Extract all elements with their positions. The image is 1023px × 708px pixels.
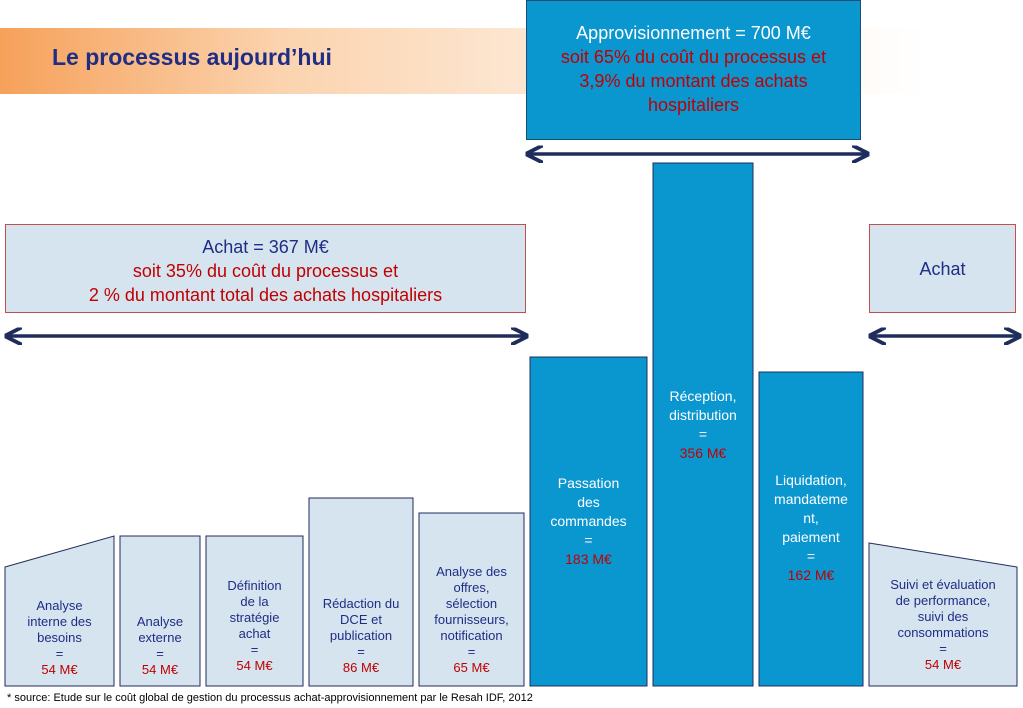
step-label-line: nt, <box>803 510 819 526</box>
step-label-line: = <box>584 532 593 548</box>
step-label-line: notification <box>440 628 503 643</box>
step-label-line: paiement <box>782 529 840 545</box>
step-label-line: stratégie <box>229 610 280 625</box>
step-label-line: Analyse <box>136 614 184 629</box>
step-label-line: Analyse <box>36 598 83 613</box>
source-footnote: * source: Etude sur le coût global de gestion du processus achat-approvisionnement par le Resah IDF, 2012 <box>7 692 533 704</box>
step-label-line: consommations <box>897 625 989 640</box>
achat-line-2: soit 35% du coût du processus et <box>132 261 399 281</box>
step-label-line: sélection <box>445 596 498 611</box>
step-label-line: de la <box>240 594 269 609</box>
step-label-redaction-dce <box>309 596 413 676</box>
step-label-line: Rédaction du <box>322 596 400 611</box>
step-label-line: commandes <box>550 513 627 529</box>
step-label-reception <box>653 387 753 463</box>
appro-line-3: 3,9% du montant des achats <box>579 71 808 91</box>
step-label-line: fournisseurs, <box>434 612 509 627</box>
step-label-line: Définition <box>227 578 282 593</box>
step-label-line: = <box>250 642 259 657</box>
page-title: Le processus aujourd’hui <box>52 44 332 70</box>
step-label-line: externe <box>138 630 182 645</box>
step-label-line: = <box>55 646 64 661</box>
step-value: 356 M€ <box>679 445 727 461</box>
appro-line-1: Approvisionnement = 700 M€ <box>576 23 811 43</box>
step-value: 162 M€ <box>787 567 835 583</box>
step-label-liquidation <box>759 471 863 585</box>
step-label-line: = <box>357 644 365 659</box>
step-value: 86 M€ <box>342 660 380 675</box>
step-value: 65 M€ <box>453 660 490 675</box>
step-label-line: DCE et <box>340 612 382 627</box>
step-value: 183 M€ <box>565 551 612 567</box>
step-label-suivi <box>869 577 1017 673</box>
step-label-line: = <box>156 646 164 661</box>
step-label-line: = <box>939 641 947 656</box>
step-label-line: interne des <box>27 614 92 629</box>
step-label-line: mandateme <box>774 491 848 507</box>
step-label-line: besoins <box>37 630 82 645</box>
step-value: 54 M€ <box>924 657 962 672</box>
achat-right-box: Achat <box>869 224 1016 313</box>
step-label-definition-strategie <box>206 578 303 674</box>
step-value: 54 M€ <box>236 658 273 673</box>
step-label-analyse-externe <box>120 614 200 678</box>
achat-line-3: 2 % du montant total des achats hospitaliers <box>88 285 443 305</box>
appro-line-2: soit 65% du coût du processus et <box>560 47 827 67</box>
step-label-line: de performance, <box>895 593 991 608</box>
step-label-line: des <box>577 494 600 510</box>
step-label-line: Suivi et évaluation <box>890 577 996 592</box>
step-label-line: suivi des <box>917 609 969 624</box>
step-label-line: Analyse des <box>436 564 507 579</box>
step-value: 54 M€ <box>41 662 78 677</box>
step-label-line: achat <box>238 626 271 641</box>
step-label-line: = <box>698 426 708 442</box>
step-label-line: publication <box>329 628 393 643</box>
step-label-line: offres, <box>453 580 490 595</box>
step-label-line: Liquidation, <box>775 472 847 488</box>
step-value: 54 M€ <box>141 662 179 677</box>
step-label-line: Passation <box>557 475 620 491</box>
step-label-analyse-interne <box>5 598 114 678</box>
achat-line-1: Achat = 367 M€ <box>202 237 329 257</box>
step-label-analyse-offres <box>419 564 524 676</box>
step-label-passation <box>530 474 647 569</box>
appro-line-4: hospitaliers <box>647 95 740 115</box>
step-label-line: Réception, <box>669 388 737 404</box>
step-label-line: = <box>467 644 476 659</box>
step-label-line: distribution <box>669 407 737 423</box>
step-label-line: = <box>806 548 816 564</box>
